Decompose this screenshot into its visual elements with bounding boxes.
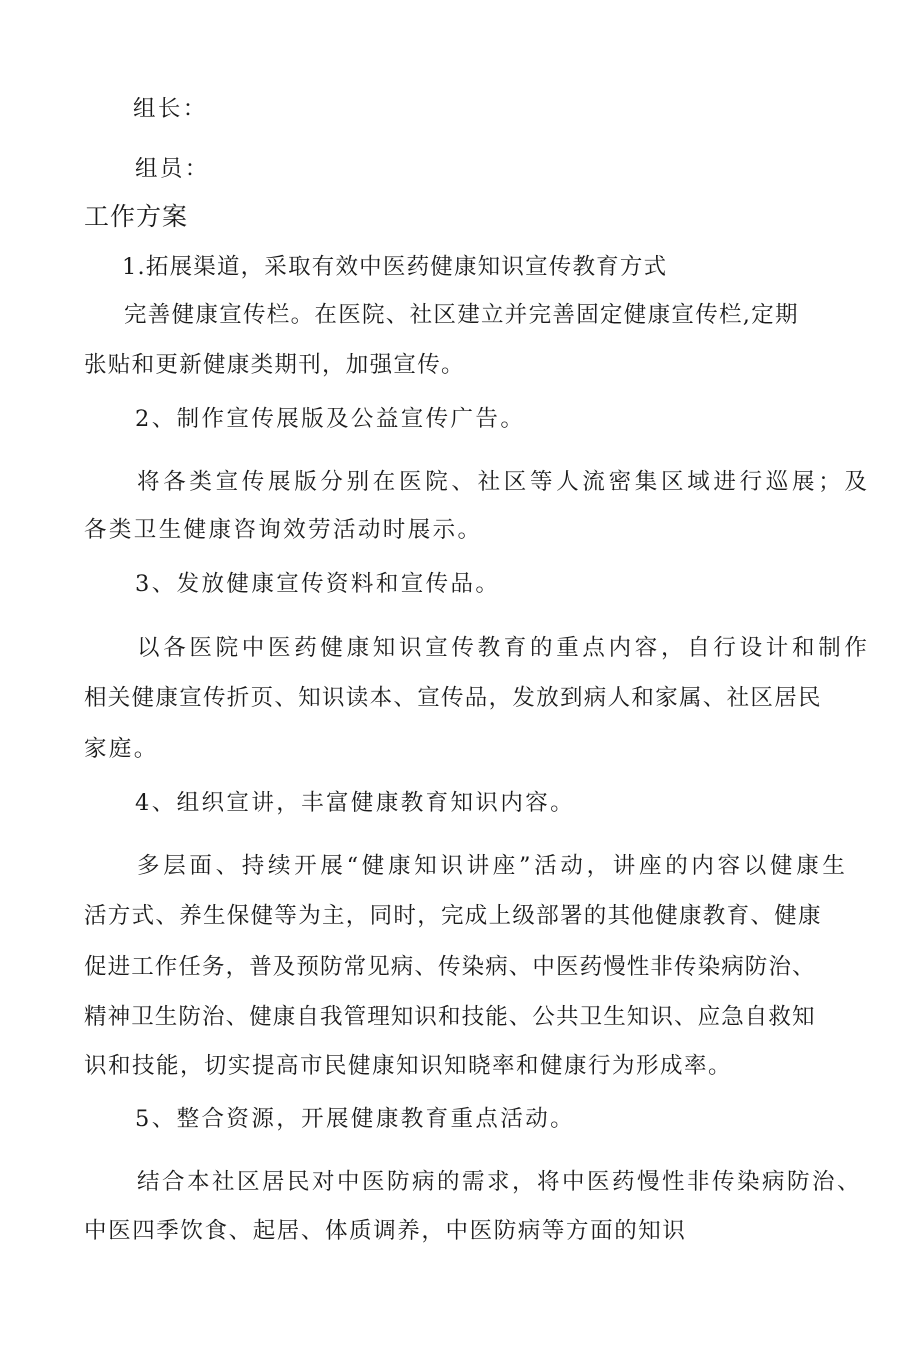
item-heading: 2、制作宣传展版及公益宣传广告。 <box>135 406 526 432</box>
item-heading: 1.拓展渠道，采取有效中医药健康知识宣传教育方式 <box>122 254 668 280</box>
body-line: 精神卫生防治、健康自我管理知识和技能、公共卫生知识、应急自救知 <box>84 1004 816 1030</box>
item-heading: 5、整合资源，开展健康教育重点活动。 <box>135 1106 576 1132</box>
item-heading: 3、发放健康宣传资料和宣传品。 <box>135 571 501 597</box>
item-heading: 4、组织宣讲，丰富健康教育知识内容。 <box>135 790 576 816</box>
body-line: 促进工作任务，普及预防常见病、传染病、中医药慢性非传染病防治、 <box>84 954 816 980</box>
leader-label: 组长： <box>133 96 208 122</box>
body-line: 将各类宣传展版分别在医院、社区等人流密集区域进行巡展；及 <box>137 469 871 495</box>
body-line: 完善健康宣传栏。在医院、社区建立并完善固定健康宣传栏,定期 <box>124 302 799 328</box>
body-line: 中医四季饮食、起居、体质调养，中医防病等方面的知识 <box>84 1218 687 1244</box>
body-line: 各类卫生健康咨询效劳活动时展示。 <box>84 517 483 543</box>
body-line: 张贴和更新健康类期刊，加强宣传。 <box>84 352 465 378</box>
body-line: 结合本社区居民对中医防病的需求，将中医药慢性非传染病防治、 <box>137 1169 863 1195</box>
body-line: 相关健康宣传折页、知识读本、宣传品，发放到病人和家属、社区居民 <box>84 685 822 711</box>
body-line: 多层面、持续开展“健康知识讲座”活动，讲座的内容以健康生 <box>137 853 849 879</box>
body-line: 家庭。 <box>84 736 159 762</box>
body-line: 活方式、养生保健等为主，同时，完成上级部署的其他健康教育、健康 <box>84 903 822 929</box>
body-line: 识和技能，切实提高市民健康知识知晓率和健康行为形成率。 <box>84 1053 733 1079</box>
body-line: 以各医院中医药健康知识宣传教育的重点内容，自行设计和制作 <box>137 635 871 661</box>
section-title: 工作方案 <box>84 202 189 231</box>
member-label: 组员： <box>135 156 210 182</box>
